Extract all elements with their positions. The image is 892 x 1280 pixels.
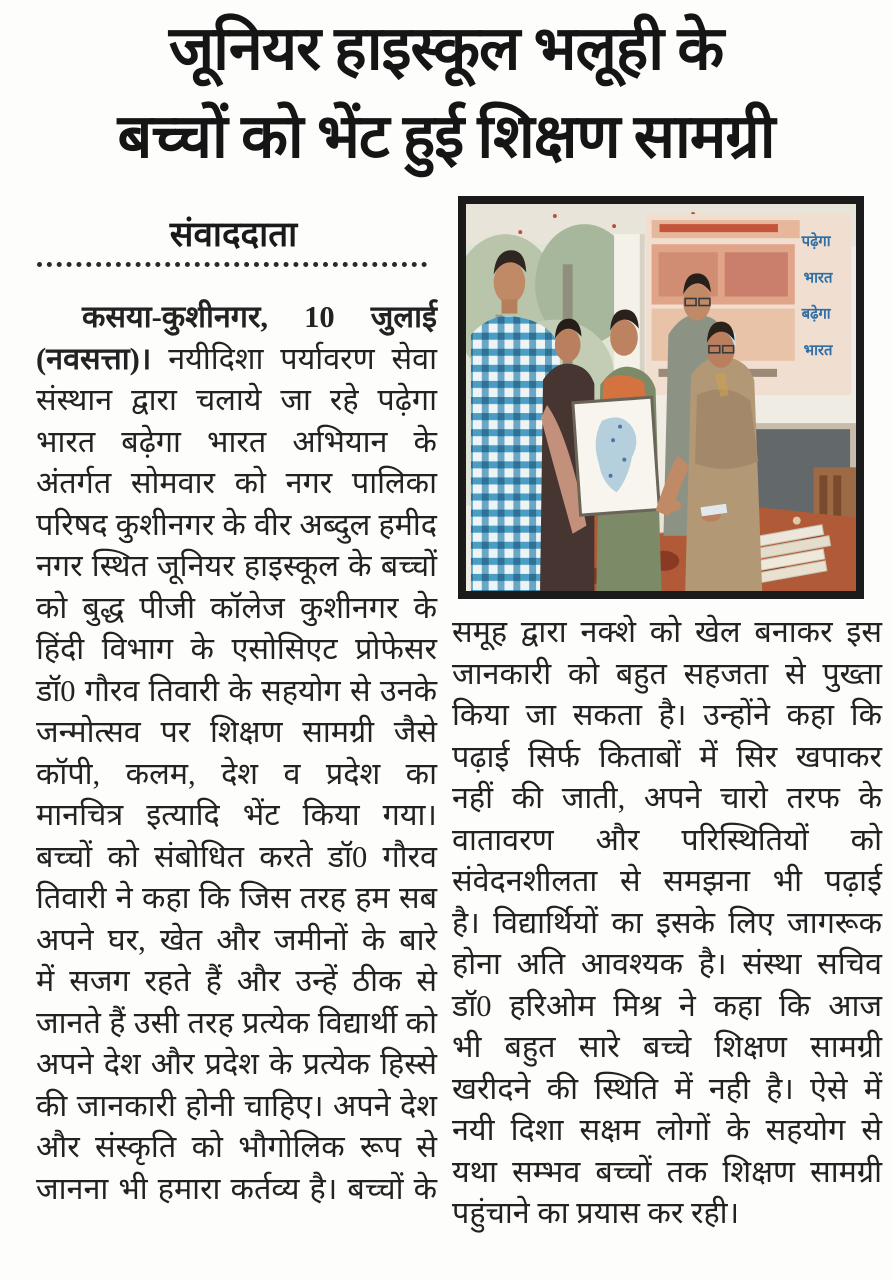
body-text-line: समूह द्वारा नक्शे को खेल बनाकर इस [452, 615, 882, 649]
body-text-line: डॉ0 गौरव तिवारी के सहयोग से उनके [36, 673, 437, 708]
body-text-line: डॉ0 हरिओम मिश्र ने कहा कि आज [452, 988, 882, 1023]
body-text-line: कॉपी, कलम, देश व प्रदेश का [36, 756, 437, 791]
body-text-line: है। विद्यार्थियों का इसके लिए जागरूक [452, 905, 882, 940]
body-column-right [452, 612, 882, 1235]
banner-word-1: पढ़ेगा [801, 233, 831, 251]
body-text-line: मानचित्र इत्यादि भेंट किया गया। [36, 798, 437, 832]
body-text-line: जानते हैं उसी तरह प्रत्येक विद्यार्थी को [36, 1005, 437, 1040]
body-text-line: भारत बढ़ेगा भारत अभियान के [36, 424, 437, 459]
body-text-line: जानकारी को बहुत सहजता से पुख्ता [452, 656, 882, 691]
body-text-line: वातावरण और परिस्थितियों को [452, 822, 882, 857]
body-text-line: अपने देश और प्रदेश के प्रत्येक हिस्से [36, 1047, 437, 1081]
body-text-line: अंतर्गत सोमवार को नगर पालिका [36, 466, 437, 500]
photo-illustration [466, 204, 856, 591]
body-text-line: तिवारी ने कहा कि जिस तरह हम सब [36, 881, 437, 915]
byline-dotted-divider [37, 262, 427, 267]
body-text-line: संवेदनशीलता से समझना भी पढ़ाई [452, 864, 882, 898]
body-text-line: भी बहुत सारे बच्चे शिक्षण सामग्री [452, 1030, 882, 1064]
body-text-line: नगर स्थित जूनियर हाइस्कूल के बच्चों [36, 549, 437, 583]
banner-word-2: भारत [803, 269, 833, 287]
body-text-line: (नवसत्ता)। नयीदिशा पर्यावरण सेवा [36, 341, 437, 376]
article-photo [458, 196, 864, 599]
body-text-line: बच्चों को संबोधित करते डॉ0 गौरव [36, 839, 437, 874]
banner-word-3: बढ़ेगा [801, 305, 831, 323]
body-text-line: जानना भी हमारा कर्तव्य है। बच्चों के [36, 1171, 437, 1206]
headline-line-1: जूनियर हाइस्कूल भलूही के [168, 16, 724, 83]
body-text-line: खरीदने की स्थिति में नही है। ऐसे में [452, 1071, 882, 1106]
body-text-line: पहुंचाने का प्रयास कर रही। [452, 1196, 740, 1230]
body-text-line: परिषद कुशीनगर के वीर अब्दुल हमीद [36, 507, 437, 542]
body-column-left [36, 297, 437, 1210]
body-text-line: और संस्कृति को भौगोलिक रूप से [36, 1130, 437, 1164]
body-text-line: हिंदी विभाग के एसोसिएट प्रोफेसर [36, 632, 437, 666]
body-text-line: कसया-कुशीनगर, 10 जुलाई [82, 300, 437, 334]
banner-word-4: भारत [803, 341, 833, 359]
body-text-line: किया जा सकता है। उन्होंने कहा कि [452, 698, 882, 732]
body-text-line: नयी दिशा सक्षम लोगों के सहयोग से [452, 1113, 882, 1147]
body-text-line: होना अति आवश्यक है। संस्था सचिव [452, 947, 882, 981]
body-text-line: जन्मोत्सव पर शिक्षण सामग्री जैसे [36, 715, 437, 749]
body-text-line: अपने घर, खेत और जमीनों के बारे [36, 922, 437, 957]
body-text-line: में सजग रहते हैं और उन्हें ठीक से [36, 964, 437, 998]
body-text-line: नहीं की जाती, अपने चारो तरफ के [452, 781, 882, 815]
body-text-line: संस्थान द्वारा चलाये जा रहे पढ़ेगा [36, 383, 437, 417]
byline: संवाददाता [169, 215, 298, 254]
article-headline [0, 6, 892, 182]
body-text-line: की जानकारी होनी चाहिए। अपने देश [36, 1088, 437, 1123]
body-text-line: यथा सम्भव बच्चों तक शिक्षण सामग्री [452, 1154, 882, 1189]
headline-line-2: बच्चों को भेंट हुई शिक्षण सामग्री [117, 104, 775, 171]
body-text-line: को बुद्ध पीजी कॉलेज कुशीनगर के [36, 590, 437, 625]
body-text-line: पढ़ाई सिर्फ किताबों में सिर खपाकर [452, 739, 882, 774]
